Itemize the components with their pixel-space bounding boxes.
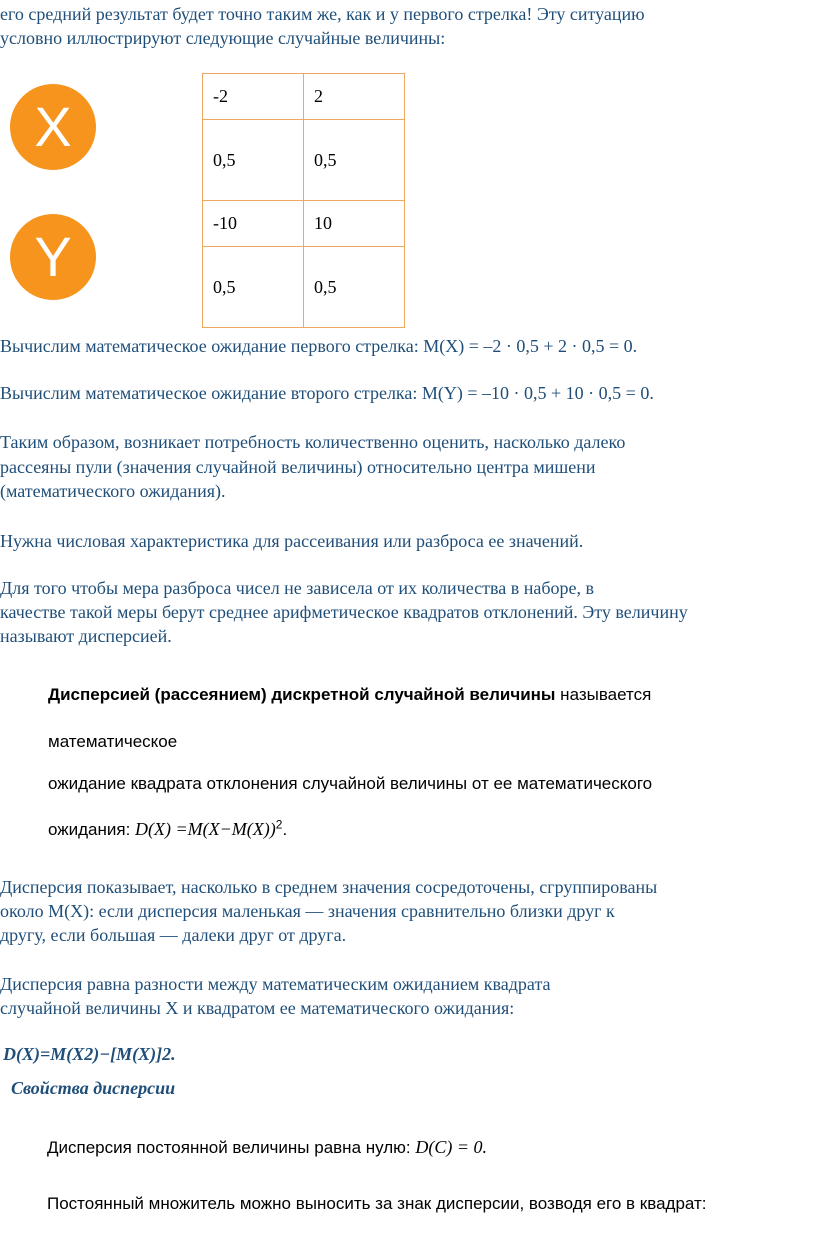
table-cell: 0,5 [304, 247, 405, 328]
para3-line-3: называют дисперсией. [0, 626, 172, 646]
variance-formula: D(X)=M(X2)−[M(X)]2. [3, 1044, 176, 1064]
values-table [202, 73, 405, 328]
definition-term: Дисперсией (рассеянием) дискретной случайной величины [48, 685, 556, 704]
definition-end: . [282, 820, 288, 839]
table-row [203, 201, 405, 247]
para5-line-1: Дисперсия равна разности между математическим ожиданием квадрата [0, 974, 551, 994]
table-cell: 2 [304, 74, 405, 120]
para5-line-2: случайной величины X и квадратом ее математического ожидания: [0, 998, 515, 1018]
property-1-formula: D(C) = 0. [415, 1137, 488, 1157]
section-heading: Свойства дисперсии [11, 1078, 176, 1098]
para3-line-1: Для того чтобы мера разброса чисел не зависела от их количества в наборе, в [0, 578, 595, 598]
property-2: Постоянный множитель можно выносить за знак дисперсии, возводя его в квадрат: [47, 1194, 707, 1213]
table-cell: 10 [304, 201, 405, 247]
definition-prefix: ожидания: [48, 820, 136, 839]
para2: Нужна числовая характеристика для рассеивания или разброса ее значений. [0, 531, 584, 551]
table-cell: -2 [203, 74, 304, 120]
para4-line-1: Дисперсия показывает, насколько в среднем значения сосредоточены, сгруппированы [0, 877, 658, 897]
intro-line-1: его средний результат будет точно таким же, как и у первого стрелка! Эту ситуацию [0, 4, 645, 24]
para3-line-2: качестве такой меры берут среднее арифметическое квадратов отклонений. Эту величину [0, 602, 688, 622]
para1-line-1: Таким образом, возникает потребность количественно оценить, насколько далеко [0, 432, 626, 452]
definition-formula: D(X) =M(X−M(X)) [135, 819, 276, 839]
x-circle-icon: X [10, 84, 96, 170]
intro-line-2: условно иллюстрируют следующие случайные величины: [0, 28, 446, 48]
definition-line-4 [48, 817, 287, 842]
property-1-text: Дисперсия постоянной величины равна нулю: [47, 1138, 416, 1157]
property-1 [47, 1135, 487, 1160]
para4-line-3: другу, если большая — далеки друг от друга. [0, 925, 347, 945]
definition-line-1 [48, 683, 651, 707]
table-row [203, 247, 405, 328]
definition-line-3: ожидание квадрата отклонения случайной величины от ее математического [48, 774, 653, 793]
table-cell: 0,5 [203, 247, 304, 328]
para1-line-3: (математического ожидания). [0, 481, 226, 501]
calc-first-shooter: Вычислим математическое ожидание первого стрелка: M(X) = –2 · 0,5 + 2 · 0,5 = 0. [0, 336, 638, 356]
definition-rest: называется [555, 685, 652, 704]
y-circle-icon: Y [10, 214, 96, 300]
definition-line-2: математическое [48, 732, 178, 751]
table-row [203, 120, 405, 201]
definition-superscript: 2 [275, 817, 283, 832]
calc-second-shooter: Вычислим математическое ожидание второго стрелка: M(Y) = –10 · 0,5 + 10 · 0,5 = 0. [0, 383, 654, 403]
table-cell: -10 [203, 201, 304, 247]
table-cell: 0,5 [304, 120, 405, 201]
para1-line-2: рассеяны пули (значения случайной величины) относительно центра мишени [0, 457, 596, 477]
table-cell: 0,5 [203, 120, 304, 201]
table-row [203, 74, 405, 120]
para4-line-2: около M(X): если дисперсия маленькая — значения сравнительно близки друг к [0, 901, 615, 921]
